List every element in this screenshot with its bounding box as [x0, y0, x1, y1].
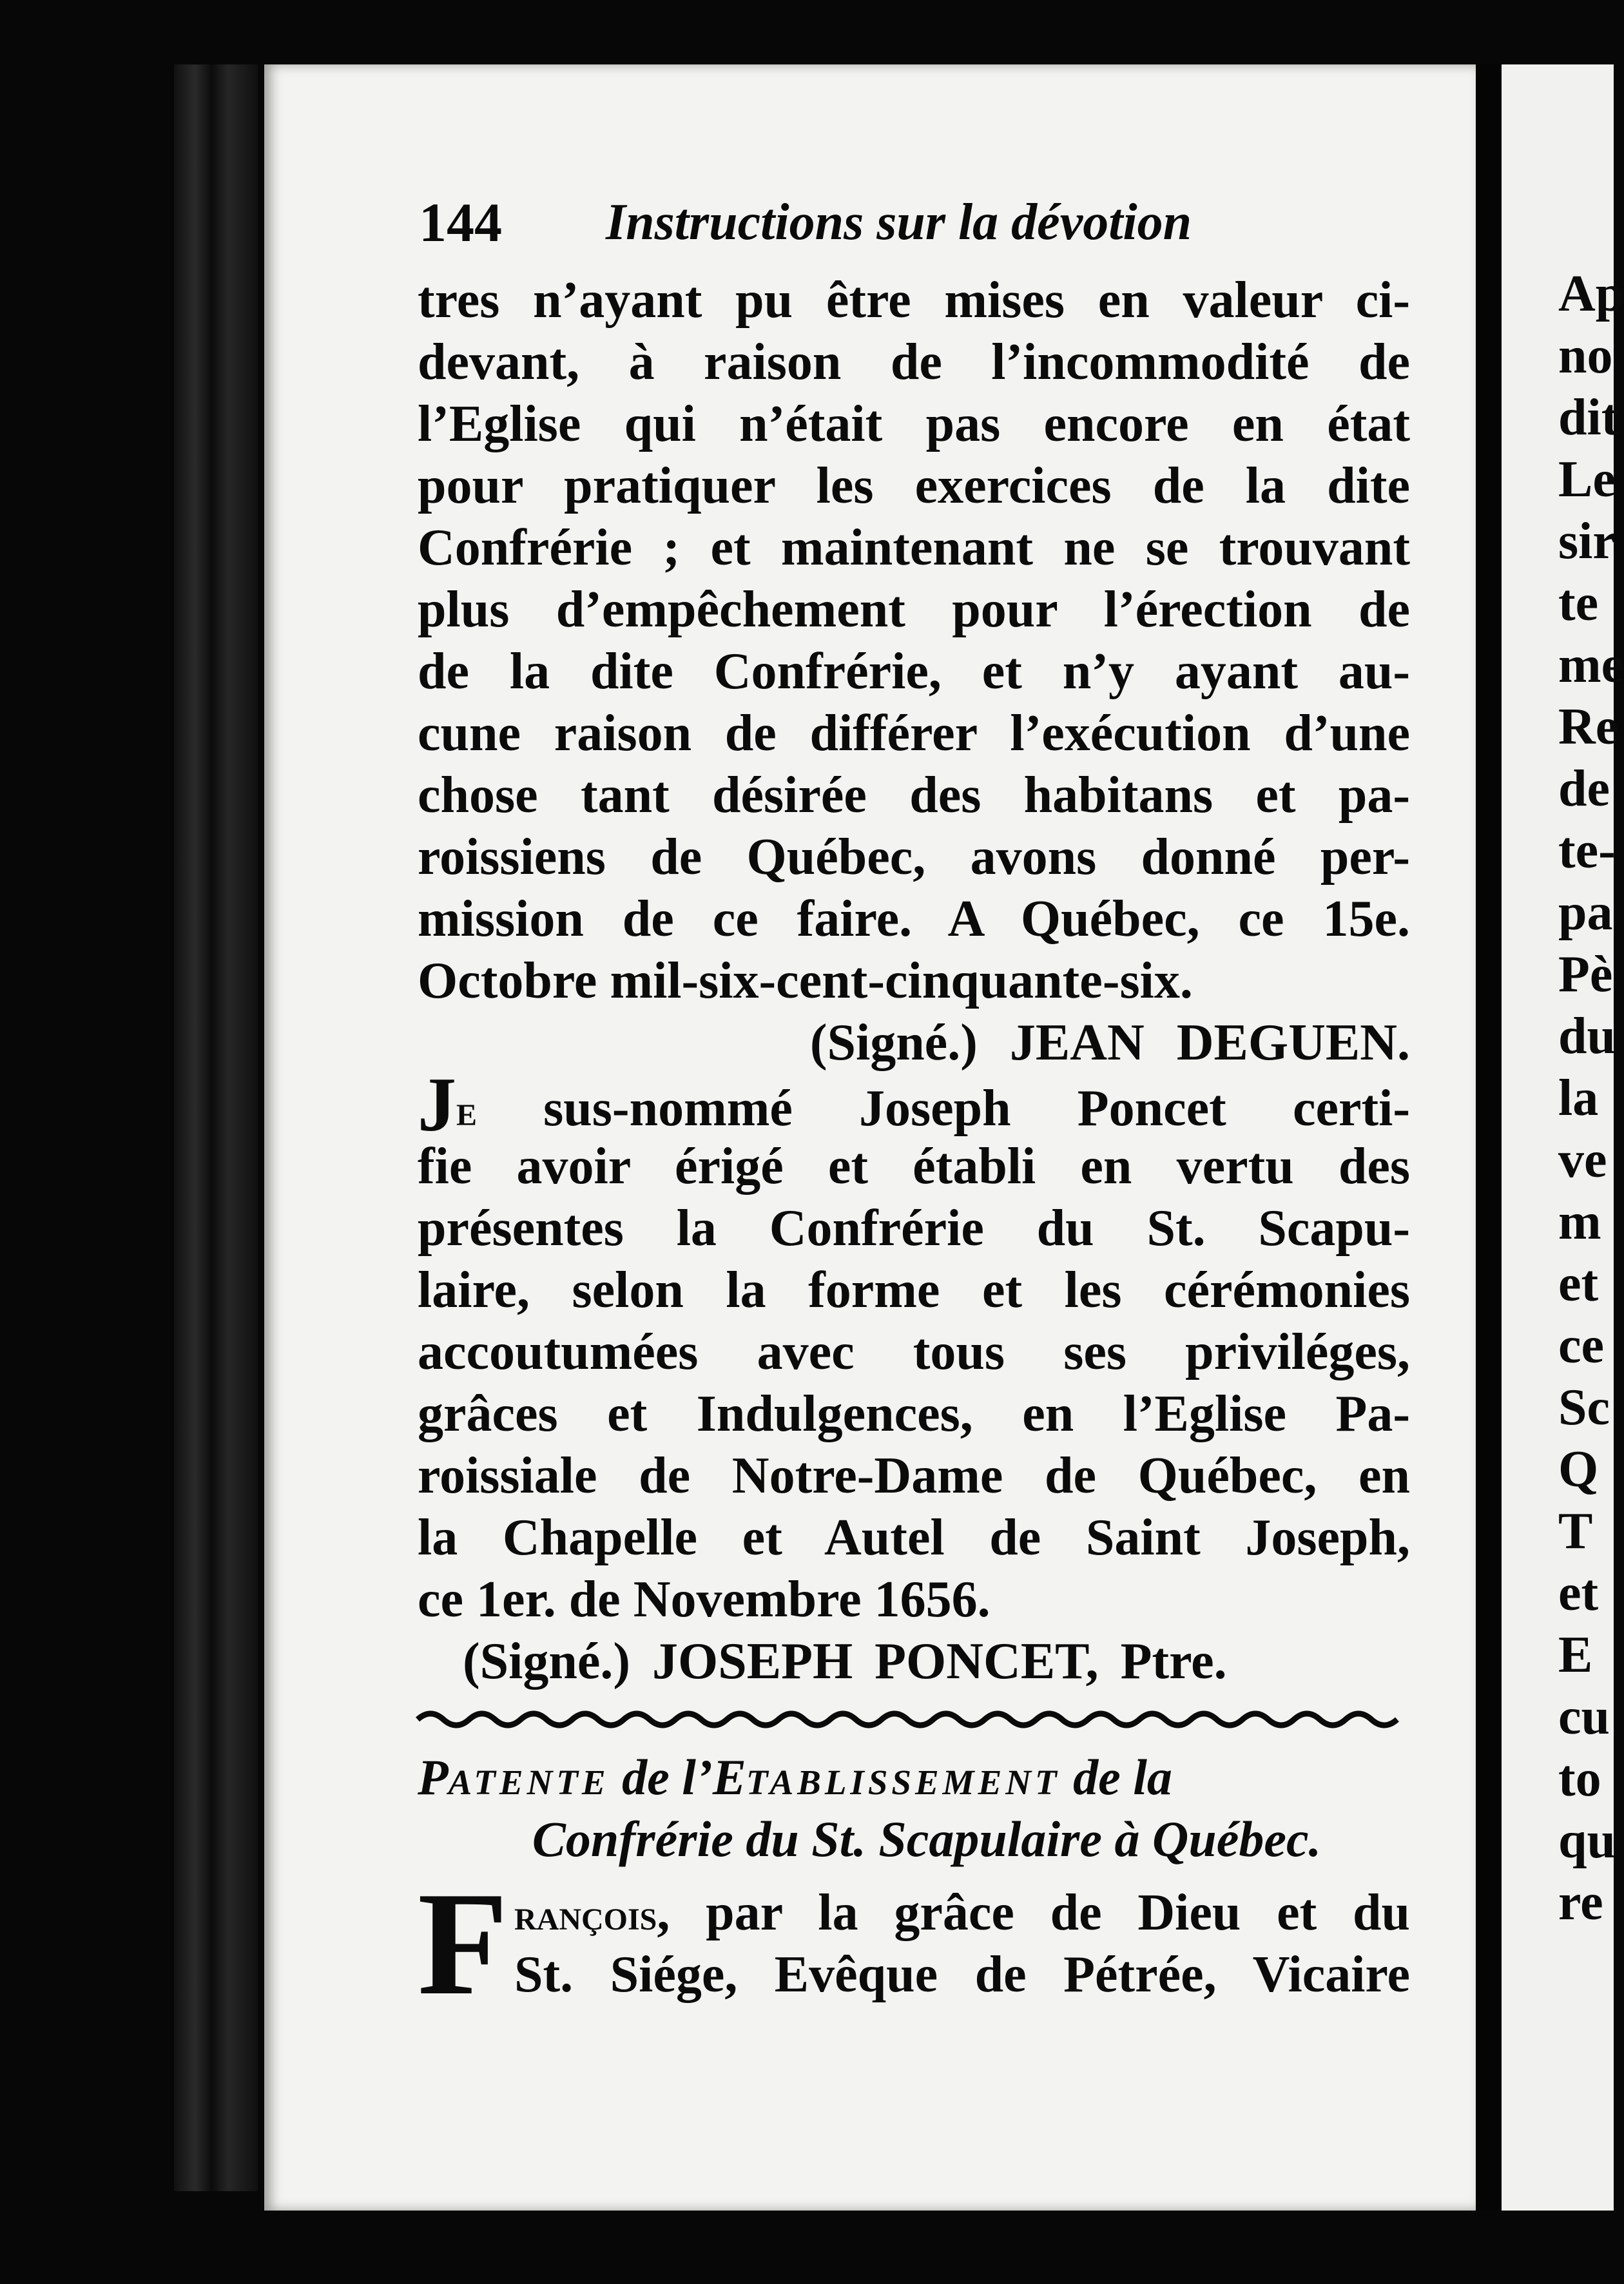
text-line: ce 1er. de Novembre 1656.: [418, 1571, 991, 1628]
facing-page-fragment: re: [1558, 1874, 1603, 1931]
facing-page-fragment: ve: [1558, 1132, 1607, 1188]
text-line: la Chapelle et Autel de Saint Joseph,: [418, 1509, 1410, 1566]
heading-line: [418, 1747, 1410, 1808]
facing-page-fragment: Re: [1558, 699, 1619, 755]
paragraph-francois: [418, 1861, 1410, 2026]
paragraph-certification: [418, 1061, 1410, 1631]
heading-smallcaps: tablissement: [746, 1749, 1061, 1805]
facing-page-fragment: me: [1558, 637, 1624, 693]
facing-page-fragment: et: [1558, 1255, 1599, 1312]
drop-cap: F: [418, 1861, 508, 2026]
text-line: de la dite Confrérie, et n’y ayant au-: [418, 643, 1410, 700]
facing-page-fragment: dit: [1558, 389, 1619, 446]
heading-line: Confrérie du St. Scapulaire à Québec.: [532, 1811, 1322, 1867]
facing-page-fragment: no: [1558, 327, 1613, 384]
facing-page-fragment: T: [1558, 1503, 1593, 1560]
facing-page-fragment: la: [1558, 1070, 1599, 1127]
text-line-first: [514, 1882, 1410, 1944]
text-line: laire, selon la forme et les cérémonies: [418, 1262, 1410, 1319]
text-line: roissiale de Notre-Dame de Québec, en: [418, 1447, 1410, 1504]
page-gutter: [1476, 64, 1502, 2211]
text-line: plus d’empêchement pour l’érection de: [418, 581, 1410, 638]
facing-page-fragment: Pè: [1558, 946, 1613, 1003]
small-caps-text: rançois: [514, 1890, 657, 1939]
book-binding: [174, 64, 258, 2191]
text-line: mission de ce faire. A Québec, ce 15e.: [418, 891, 1410, 947]
text-line: présentes la Confrérie du St. Scapu-: [418, 1200, 1410, 1257]
text-line: fie avoir érigé et établi en vertu des: [418, 1138, 1410, 1195]
facing-page-fragment: te-: [1558, 822, 1616, 879]
heading-initial: E: [712, 1749, 746, 1805]
small-caps-text: e: [456, 1086, 478, 1135]
text-line: cune raison de différer l’exécution d’une: [418, 705, 1410, 762]
text-line: grâces et Indulgences, en l’Eglise Pa-: [418, 1386, 1410, 1442]
facing-page-fragment: Ap: [1558, 266, 1624, 322]
text-line: Confrérie ; et maintenant ne se trouvant: [418, 519, 1410, 576]
page-header: [419, 187, 1308, 258]
facing-page-fragment: cu: [1558, 1689, 1610, 1745]
section-heading: [418, 1747, 1410, 1870]
facing-page-fragment: to: [1558, 1750, 1601, 1807]
facing-page-fragment: te: [1558, 575, 1599, 632]
text-line: St. Siége, Evêque de Pétrée, Vicaire: [514, 1946, 1410, 2003]
facing-page-fragment: pa: [1558, 884, 1613, 941]
heading-initial: P: [418, 1749, 449, 1805]
wavy-rule-graphic: [418, 1700, 1410, 1739]
signature-deguen: (Signé.) JEAN DEGUEN.: [809, 1014, 1410, 1071]
facing-page-fragment: et: [1558, 1565, 1599, 1621]
facing-page-fragment: E: [1558, 1627, 1593, 1683]
facing-page-fragment: qu: [1558, 1812, 1616, 1869]
text-line: accoutumées avec tous ses priviléges,: [418, 1324, 1410, 1380]
heading-fragment: de la: [1060, 1749, 1172, 1805]
running-title: Instructions sur la dévotion: [606, 194, 1192, 251]
facing-page-fragment: de: [1558, 760, 1610, 817]
text-line: l’Eglise qui n’était pas encore en état: [418, 396, 1410, 452]
text-line: tres n’ayant pu être mises en valeur ci-: [418, 272, 1410, 329]
facing-page-fragment: Q: [1558, 1441, 1599, 1498]
paragraph-permission: [418, 269, 1410, 1012]
facing-page-fragment: m: [1558, 1194, 1601, 1250]
facing-page-fragment: Sc: [1558, 1379, 1610, 1436]
paragraph-lines: [514, 1882, 1410, 2006]
text-line: pour pratiquer les exercices de la dite: [418, 458, 1410, 514]
facing-page-fragment: du: [1558, 1008, 1616, 1065]
text-line: roissiens de Québec, avons donné per-: [418, 829, 1410, 886]
page-number: 144: [419, 191, 502, 253]
text-line: chose tant désirée des habitans et pa-: [418, 767, 1410, 824]
heading-fragment: de l’: [609, 1749, 713, 1805]
text-fragment: , par la grâce de Dieu et du: [657, 1884, 1410, 1941]
text-line-first: [418, 1061, 1410, 1147]
heading-smallcaps: atente: [448, 1749, 610, 1805]
facing-page-fragment: sir: [1558, 513, 1616, 570]
text-line: Octobre mil-six-cent-cinquante-six.: [418, 953, 1193, 1009]
drop-cap: J: [418, 1061, 456, 1147]
text-fragment: sus-nommé Joseph Poncet certi-: [477, 1080, 1410, 1137]
signature-poncet: (Signé.) JOSEPH PONCET, Ptre.: [463, 1633, 1227, 1690]
ornamental-rule: [418, 1700, 1410, 1739]
facing-page-fragment: ce: [1558, 1317, 1605, 1374]
text-line: devant, à raison de l’incommodité de: [418, 334, 1410, 391]
page-text: [418, 269, 1410, 2026]
facing-page-fragment: Le: [1558, 451, 1616, 508]
